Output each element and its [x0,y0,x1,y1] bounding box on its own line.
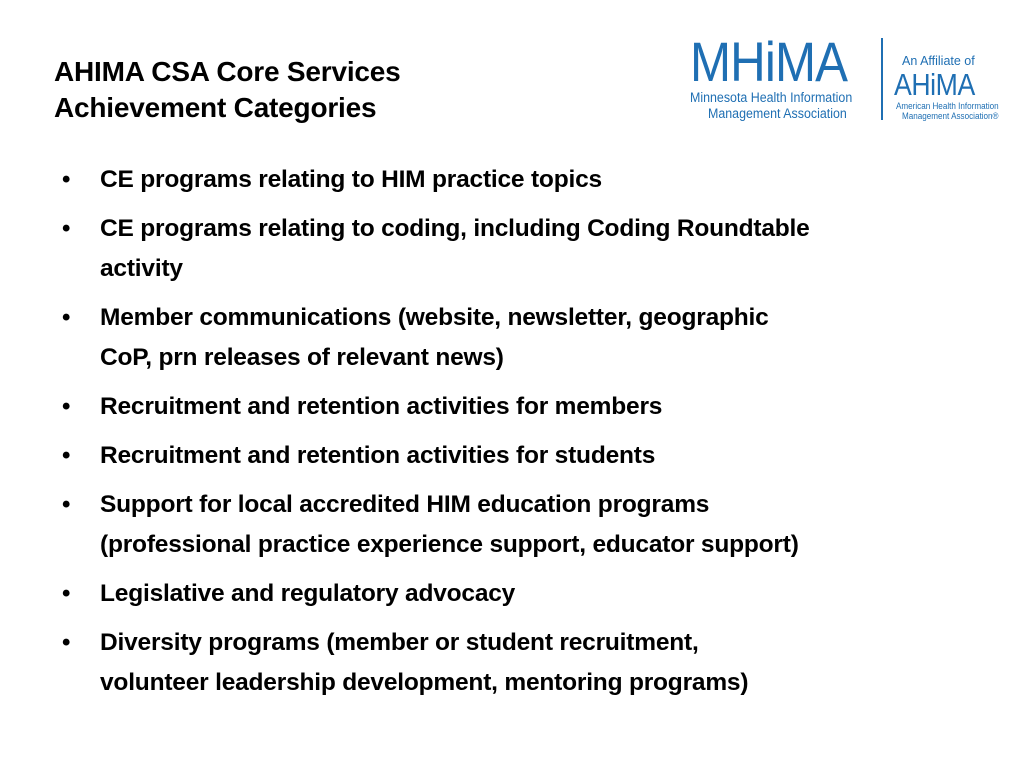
bullet-item [62,436,982,476]
bullet-list [62,160,982,712]
affiliate-label: An Affiliate of [902,54,975,68]
bullet-item [62,160,982,200]
bullet-item [62,387,982,427]
bullet-item [62,485,982,565]
logo-divider [881,38,883,120]
bullet-dot-icon: • [62,393,71,420]
bullet-dot-icon: • [62,491,71,518]
mhima-wordmark: MHiMA [690,30,848,93]
bullet-text: Support for local accredited HIM education programs [100,491,710,518]
bullet-item [62,298,982,378]
bullet-text: CE programs relating to coding, including Coding Roundtable [100,215,810,242]
mhima-name-line: Management Association [708,106,847,121]
bullet-dot-icon: • [62,215,71,242]
bullet-item [62,623,982,703]
bullet-dot-icon: • [62,629,71,656]
ahima-wordmark: AHiMA [894,67,975,102]
bullet-text: (professional practice experience support, educator support) [100,531,799,558]
ahima-name-line: Management Association® [902,111,999,121]
bullet-text: Diversity programs (member or student recruitment, [100,629,699,656]
bullet-dot-icon: • [62,304,71,331]
slide-title-line: AHIMA CSA Core Services [54,56,401,87]
bullet-dot-icon: • [62,580,71,607]
ahima-name-line: American Health Information [896,101,999,111]
bullet-text: Member communications (website, newsletter, geographic [100,304,769,331]
bullet-text: activity [100,255,183,282]
bullet-text: CE programs relating to HIM practice topics [100,166,602,193]
bullet-text: CoP, prn releases of relevant news) [100,344,504,371]
bullet-dot-icon: • [62,442,71,469]
bullet-text: volunteer leadership development, mentoring programs) [100,669,749,696]
bullet-text: Legislative and regulatory advocacy [100,580,516,607]
slide-title [54,54,614,126]
bullet-dot-icon: • [62,166,71,193]
mhima-logo [688,30,999,126]
bullet-item [62,209,982,289]
bullet-text: Recruitment and retention activities for members [100,393,663,420]
slide-title-line: Achievement Categories [54,92,377,123]
mhima-name-line: Minnesota Health Information [690,90,853,105]
bullet-item [62,574,982,614]
bullet-text: Recruitment and retention activities for students [100,442,656,469]
